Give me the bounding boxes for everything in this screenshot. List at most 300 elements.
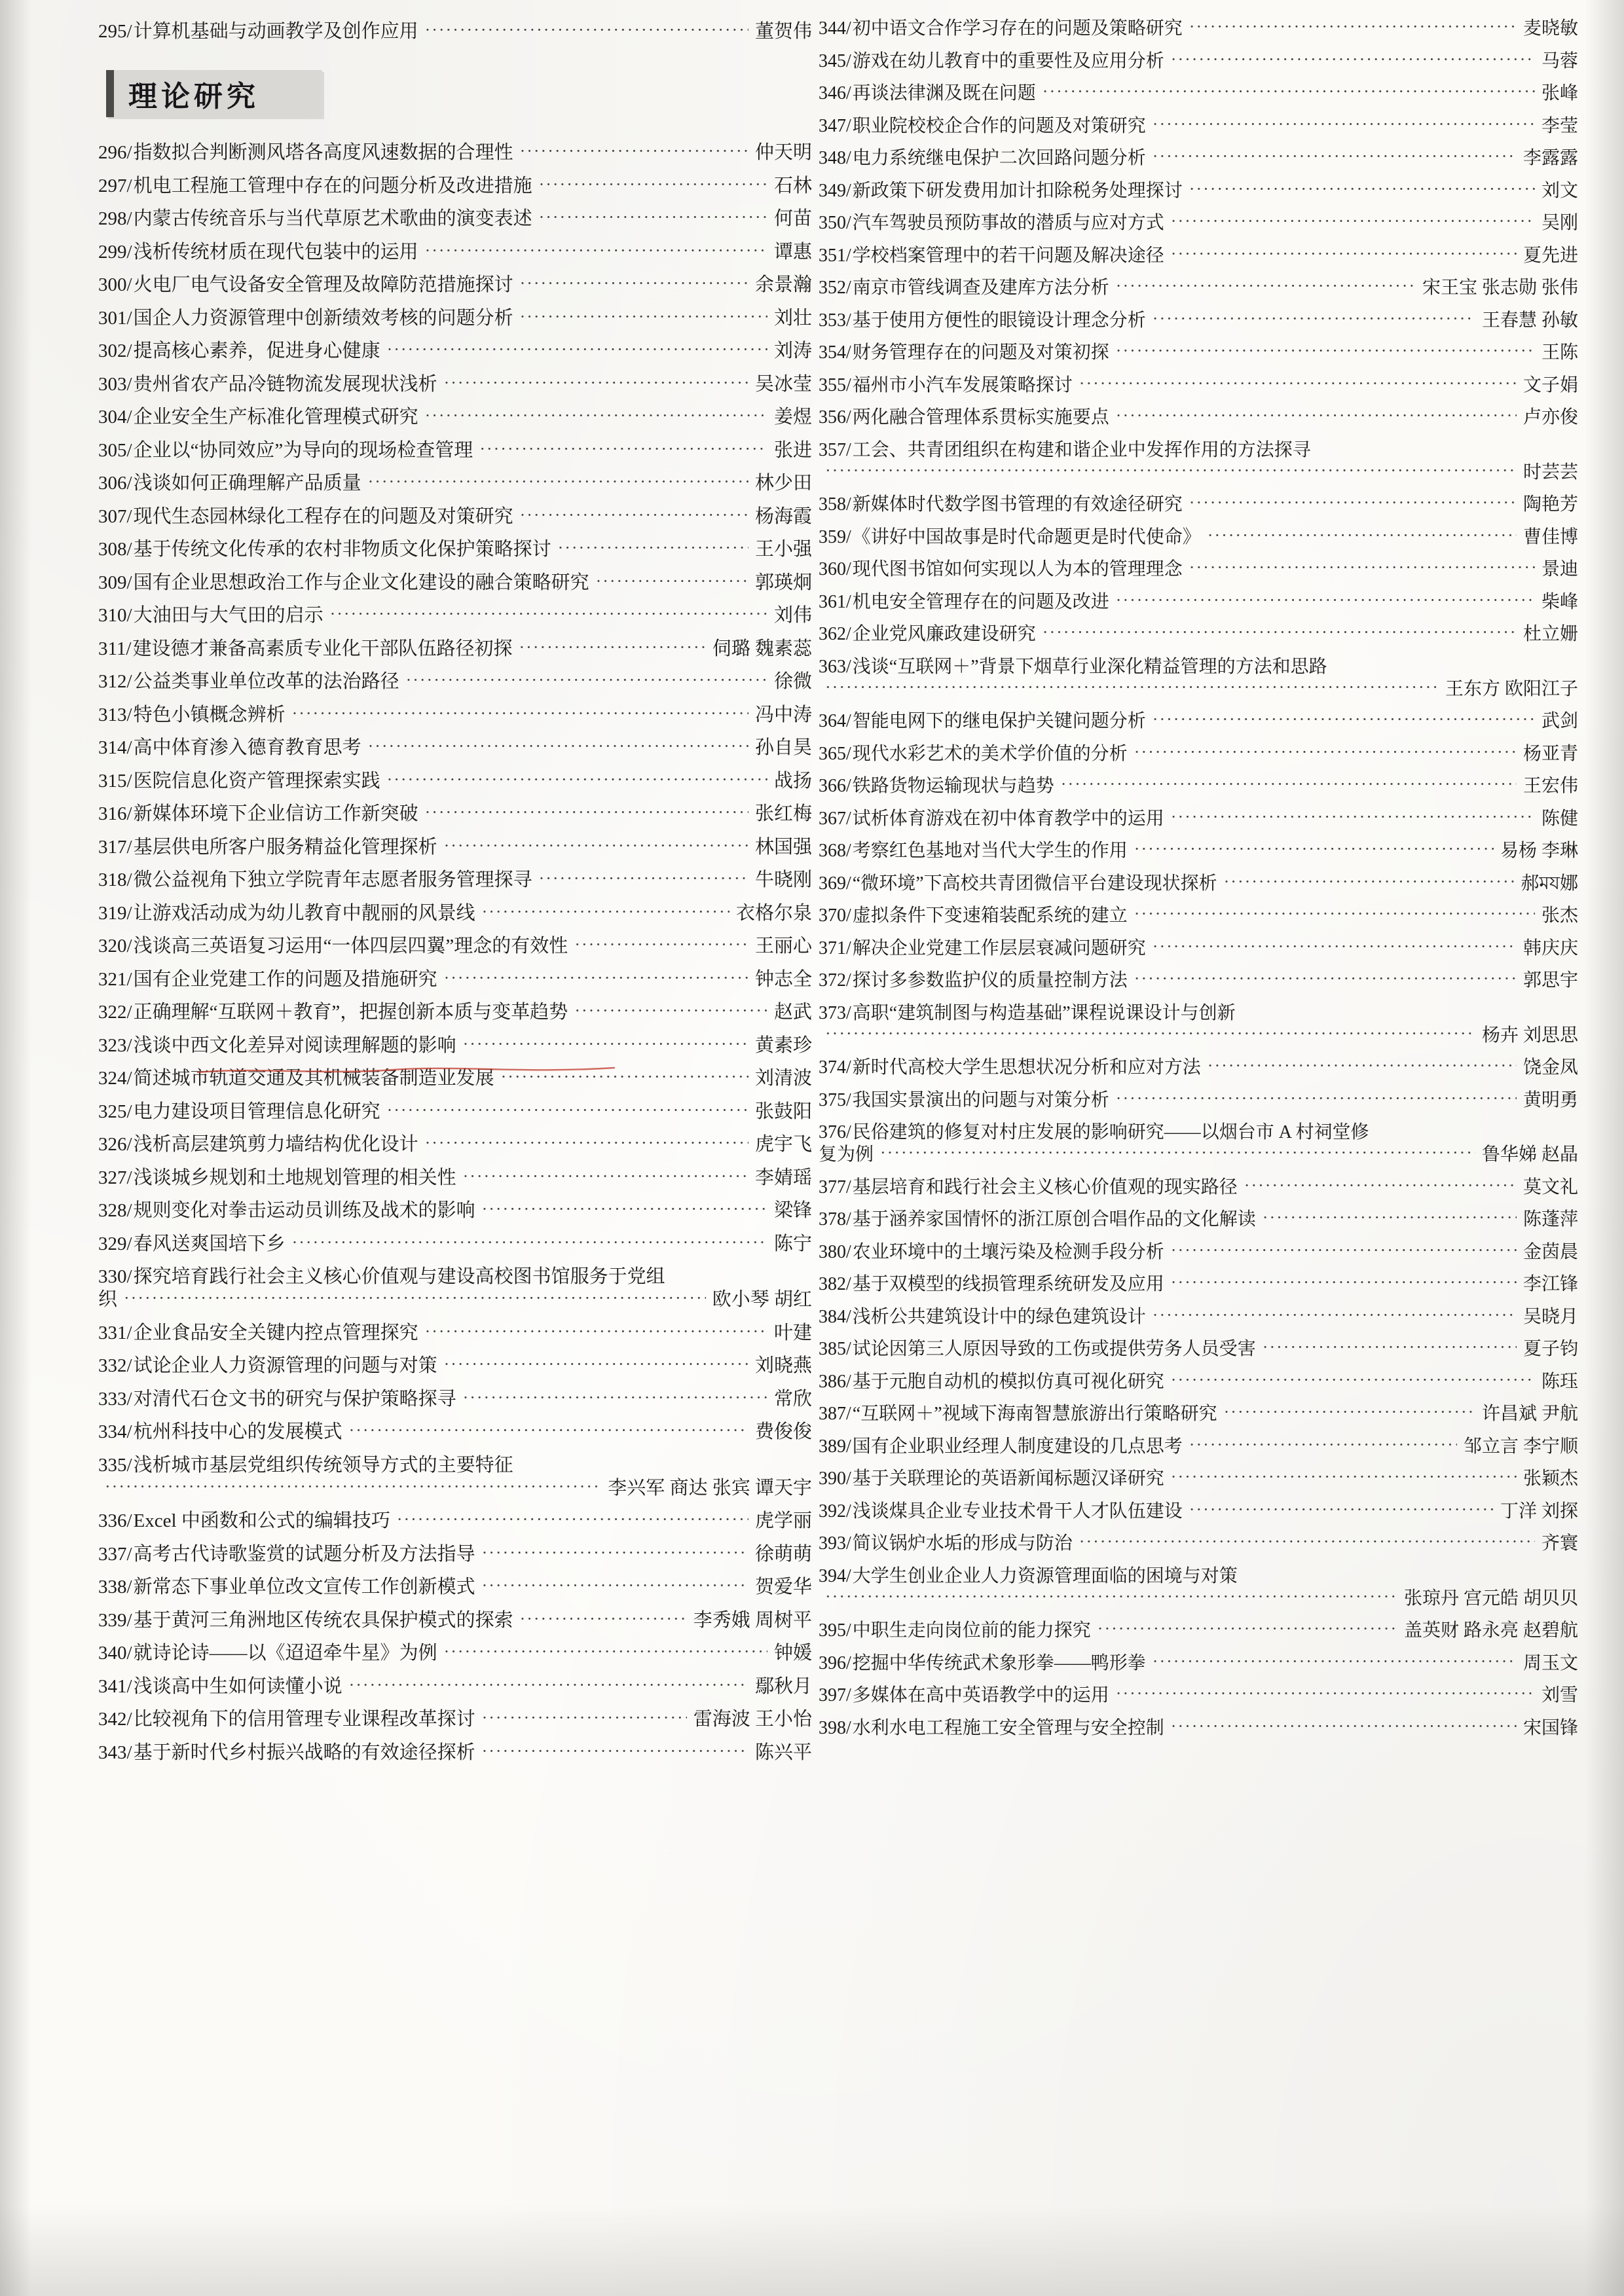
leader-dots xyxy=(482,903,729,920)
list-item[interactable] xyxy=(819,712,1578,731)
entry-author: 宋国锋 xyxy=(1522,1717,1578,1738)
entry-title: Excel 中函数和公式的编辑技巧 xyxy=(133,1510,390,1531)
list-item[interactable] xyxy=(98,177,812,196)
list-item[interactable] xyxy=(819,560,1578,579)
list-item[interactable] xyxy=(98,1169,812,1188)
entry-page-number: 302/ xyxy=(98,340,132,361)
entry-page-number: 324/ xyxy=(98,1068,132,1089)
list-item[interactable] xyxy=(819,344,1578,362)
leader-dots xyxy=(387,1102,748,1119)
entry-page-number: 297/ xyxy=(98,175,132,196)
entry-title: 基于使用方便性的眼镜设计理念分析 xyxy=(852,310,1146,331)
leader-dots xyxy=(880,1144,1475,1161)
leader-dots xyxy=(425,22,748,39)
entry-page-number: 348/ xyxy=(819,148,851,168)
section-banner-label: 理论研究 xyxy=(128,81,259,113)
leader-dots xyxy=(425,407,767,424)
leader-dots xyxy=(519,639,706,656)
entry-title: 机电工程施工管理中存在的问题分析及改进措施 xyxy=(133,175,532,196)
entry-title: 高职“建筑制图与构造基础”课程说课设计与创新 xyxy=(852,1002,1236,1023)
entry-author: 黄明勇 xyxy=(1522,1089,1578,1110)
entry-title: 虚拟条件下变速箱装配系统的建立 xyxy=(852,905,1128,926)
leader-dots xyxy=(1134,970,1517,987)
leader-dots xyxy=(368,473,748,490)
list-item[interactable] xyxy=(819,20,1578,38)
entry-title: 新常态下事业单位改文宣传工作创新模式 xyxy=(133,1576,475,1597)
list-item[interactable] xyxy=(819,1373,1578,1391)
list-item[interactable] xyxy=(98,574,812,592)
entry-title: 浅析公共建筑设计中的绿色建筑设计 xyxy=(852,1306,1146,1327)
entry-title: 简述城市轨道交通及其机械装备制造业发展 xyxy=(133,1068,494,1089)
list-item[interactable] xyxy=(819,1178,1578,1197)
entry-author: 仲天明 xyxy=(754,142,812,163)
leader-dots xyxy=(520,143,748,160)
list-item[interactable] xyxy=(819,1622,1578,1640)
entry-page-number: 354/ xyxy=(819,342,851,363)
entry-page-number: 368/ xyxy=(819,841,851,861)
list-item[interactable] xyxy=(98,672,812,691)
entry-title: 工会、共青团组织在构建和谐企业中发挥作用的方法探寻 xyxy=(852,439,1311,460)
entry-title: 企业食品安全关键内控点管理探究 xyxy=(133,1322,418,1343)
entry-page-number: 358/ xyxy=(819,494,851,515)
leader-dots xyxy=(539,176,767,193)
list-item[interactable] xyxy=(98,937,812,956)
entry-author: 梁锋 xyxy=(773,1200,812,1221)
list-item[interactable] xyxy=(98,738,812,757)
entry-title: 让游戏活动成为幼儿教育中靓丽的风景线 xyxy=(133,902,475,924)
list-item[interactable] xyxy=(819,312,1578,330)
entry-author: 林少田 xyxy=(754,473,812,494)
leader-dots xyxy=(1263,1209,1517,1226)
list-item[interactable] xyxy=(819,496,1578,514)
list-item[interactable] xyxy=(98,772,812,791)
list-item[interactable] xyxy=(98,276,812,295)
entry-page-number: 398/ xyxy=(819,1717,851,1738)
entry-page-number: 334/ xyxy=(98,1421,132,1442)
list-item[interactable] xyxy=(819,1004,1578,1023)
entry-title: 企业以“协同效应”为导向的现场检查管理 xyxy=(133,439,473,461)
list-item[interactable] xyxy=(98,1357,812,1376)
leader-dots xyxy=(482,1709,687,1726)
leader-dots xyxy=(482,1743,748,1760)
entry-author: 余景瀚 xyxy=(754,274,812,295)
list-item[interactable] xyxy=(819,1535,1578,1553)
list-item[interactable] xyxy=(98,210,812,228)
entry-author: 杨亚青 xyxy=(1522,743,1578,764)
list-item[interactable] xyxy=(98,1611,812,1630)
leader-dots xyxy=(444,1643,767,1660)
entry-page-number: 336/ xyxy=(98,1510,132,1531)
leader-dots xyxy=(1061,776,1517,793)
entry-author: 麦晓敏 xyxy=(1522,18,1578,39)
leader-dots xyxy=(1043,83,1535,100)
list-item[interactable] xyxy=(98,474,812,493)
list-item[interactable] xyxy=(98,1710,812,1729)
entry-page-number: 372/ xyxy=(819,970,851,991)
list-item[interactable] xyxy=(98,606,812,625)
entry-author: 郭瑛炯 xyxy=(754,572,812,593)
entry-title: 企业安全生产标准化管理模式研究 xyxy=(133,407,418,428)
entry-page-number: 373/ xyxy=(819,1002,851,1023)
entry-title: 就诗论诗——以《迢迢牵牛星》为例 xyxy=(133,1643,437,1664)
entry-title-continuation: 复为例 xyxy=(819,1144,874,1165)
list-item[interactable] xyxy=(819,1567,1578,1586)
entry-page-number: 337/ xyxy=(98,1543,132,1565)
list-item[interactable] xyxy=(98,22,812,41)
entry-page-number: 298/ xyxy=(98,208,132,229)
entry-author: 杨海霞 xyxy=(754,505,812,527)
entry-page-number: 394/ xyxy=(819,1565,851,1586)
entry-author: 钟志全 xyxy=(754,968,812,990)
leader-dots xyxy=(1098,1620,1397,1637)
entry-page-number: 318/ xyxy=(98,869,132,890)
list-item[interactable] xyxy=(98,871,812,890)
entry-author: 卢亦俊 xyxy=(1522,407,1578,428)
entry-author: 陈珏 xyxy=(1541,1371,1578,1392)
list-item[interactable] xyxy=(98,1743,812,1762)
entry-title: 初中语文合作学习存在的问题及策略研究 xyxy=(852,18,1183,39)
entry-author: 张琼丹 宫元皓 胡贝贝 xyxy=(1403,1588,1578,1609)
entry-title: 财务管理存在的问题及对策初探 xyxy=(852,342,1109,363)
leader-dots xyxy=(124,1290,706,1307)
entry-page-number: 367/ xyxy=(819,808,851,829)
entry-author: 刘雪 xyxy=(1541,1685,1578,1705)
entry-title: 火电厂电气设备安全管理及故障防范措施探讨 xyxy=(133,274,513,295)
entry-title: 解决企业党建工作层层衰减问题研究 xyxy=(852,938,1146,958)
leader-dots xyxy=(292,1234,767,1251)
list-item[interactable] xyxy=(819,279,1578,297)
toc-right-column xyxy=(819,20,1578,1751)
list-item[interactable] xyxy=(819,1405,1578,1423)
list-item[interactable] xyxy=(98,904,812,923)
entry-author: 鄢秋月 xyxy=(754,1675,812,1697)
list-item[interactable] xyxy=(819,875,1578,893)
list-item-continuation xyxy=(819,1027,1578,1045)
entry-author: 许昌斌 尹航 xyxy=(1481,1404,1578,1424)
entry-title: 贵州省农产品冷链物流发展现状浅析 xyxy=(133,373,437,395)
entry-author: 盖英财 路永亮 赵碧航 xyxy=(1403,1620,1578,1641)
leader-dots xyxy=(1079,375,1517,392)
leader-dots xyxy=(1134,905,1535,922)
entry-author: 常欣 xyxy=(773,1388,812,1410)
entry-title: 基于传统文化传承的农村非物质文化保护策略探讨 xyxy=(133,539,551,560)
entry-page-number: 374/ xyxy=(819,1057,851,1078)
entry-author: 刘晓燕 xyxy=(754,1355,812,1376)
list-item[interactable] xyxy=(819,247,1578,265)
leader-dots xyxy=(368,738,748,755)
list-item[interactable] xyxy=(819,441,1578,460)
entry-title: 国有企业党建工作的问题及措施研究 xyxy=(133,968,437,990)
leader-dots xyxy=(825,1025,1475,1042)
list-item[interactable] xyxy=(98,1644,812,1663)
entry-title: 浅谈中西文化差异对阅读理解题的影响 xyxy=(133,1034,456,1056)
list-item[interactable] xyxy=(98,706,812,725)
list-item[interactable] xyxy=(819,1470,1578,1488)
list-item-continuation xyxy=(819,464,1578,482)
list-item[interactable] xyxy=(98,970,812,989)
entry-author: 战扬 xyxy=(773,770,812,792)
entry-title: 水利水电工程施工安全管理与安全控制 xyxy=(852,1717,1164,1738)
leader-dots xyxy=(1153,938,1517,955)
list-item[interactable] xyxy=(819,1340,1578,1358)
list-item[interactable] xyxy=(819,1503,1578,1521)
entry-author: 赵武 xyxy=(773,1002,812,1023)
entry-title: 新媒体环境下企业信访工作新突破 xyxy=(133,803,418,824)
entry-title: 指数拟合判断测风塔各高度风速数据的合理性 xyxy=(133,142,513,163)
leader-dots xyxy=(1189,559,1535,576)
list-item[interactable] xyxy=(819,117,1578,136)
leader-dots xyxy=(1153,116,1535,133)
entry-title: 微公益视角下独立学院青年志愿者服务管理探寻 xyxy=(133,869,532,890)
entry-author: 鲁华娣 赵晶 xyxy=(1481,1144,1578,1165)
list-item[interactable] xyxy=(98,143,812,162)
list-item[interactable] xyxy=(98,1512,812,1531)
entry-author: 李莹 xyxy=(1541,115,1578,136)
list-item[interactable] xyxy=(819,1243,1578,1262)
list-item-continuation xyxy=(98,1479,812,1498)
list-item[interactable] xyxy=(819,593,1578,611)
entry-author: 柴峰 xyxy=(1541,591,1578,612)
list-item[interactable] xyxy=(98,1677,812,1696)
entry-author: 徐萌萌 xyxy=(754,1543,812,1565)
list-item[interactable] xyxy=(819,658,1578,676)
list-item[interactable] xyxy=(98,1201,812,1220)
entry-author: 张颖杰 xyxy=(1522,1468,1578,1489)
entry-page-number: 371/ xyxy=(819,938,851,958)
list-item[interactable] xyxy=(98,838,812,857)
list-item[interactable] xyxy=(819,84,1578,103)
list-item[interactable] xyxy=(819,939,1578,958)
entry-title: 福州市小汽车发展策略探讨 xyxy=(852,374,1073,395)
entry-page-number: 375/ xyxy=(819,1089,851,1110)
entry-page-number: 344/ xyxy=(819,18,851,39)
entry-title: 公益类事业单位改革的法治路径 xyxy=(133,671,399,692)
entry-author: 冯中涛 xyxy=(754,704,812,725)
entry-page-number: 309/ xyxy=(98,572,132,593)
entry-title: 电力建设项目管理信息化研究 xyxy=(133,1101,380,1122)
entry-page-number: 366/ xyxy=(819,776,851,796)
entry-page-number: 333/ xyxy=(98,1388,132,1410)
list-item[interactable] xyxy=(819,1211,1578,1229)
entry-title: 我国实景演出的问题与对策分析 xyxy=(852,1089,1109,1110)
list-item[interactable] xyxy=(819,1091,1578,1110)
list-item[interactable] xyxy=(98,1102,812,1121)
entry-page-number: 362/ xyxy=(819,624,851,644)
entry-title: 正确理解“互联网＋教育”，把握创新本质与变革趋势 xyxy=(133,1002,568,1023)
entry-page-number: 322/ xyxy=(98,1002,132,1023)
entry-page-number: 295/ xyxy=(98,21,132,42)
entry-page-number: 361/ xyxy=(819,591,851,612)
list-item[interactable] xyxy=(98,309,812,328)
entry-author: 杨卉 刘思思 xyxy=(1481,1025,1578,1046)
entry-author: 董贺伟 xyxy=(754,21,812,42)
entry-page-number: 299/ xyxy=(98,241,132,263)
entry-page-number: 312/ xyxy=(98,671,132,692)
entry-page-number: 311/ xyxy=(98,638,132,659)
list-item[interactable] xyxy=(98,507,812,526)
entry-title: 对清代石仓文书的研究与保护策略探寻 xyxy=(133,1388,456,1410)
list-item[interactable] xyxy=(819,528,1578,547)
list-item[interactable] xyxy=(819,1059,1578,1077)
entry-author: 莫文礼 xyxy=(1522,1176,1578,1197)
list-item[interactable] xyxy=(98,1456,812,1475)
leader-dots xyxy=(1189,1501,1494,1518)
leader-dots xyxy=(1171,1372,1535,1389)
list-item[interactable] xyxy=(819,149,1578,168)
leader-dots xyxy=(1153,1307,1517,1324)
entry-title: 试论因第三人原因导致的工伤或提供劳务人员受害 xyxy=(852,1339,1256,1359)
leader-dots xyxy=(596,573,748,590)
list-item[interactable] xyxy=(819,1275,1578,1294)
entry-author: 王小强 xyxy=(754,539,812,560)
entry-page-number: 364/ xyxy=(819,711,851,731)
list-item[interactable] xyxy=(98,1545,812,1564)
list-item[interactable] xyxy=(819,1438,1578,1456)
list-item[interactable] xyxy=(819,409,1578,427)
entry-page-number: 377/ xyxy=(819,1176,851,1197)
list-item[interactable] xyxy=(819,842,1578,860)
leader-dots xyxy=(1189,181,1535,198)
list-item[interactable] xyxy=(819,214,1578,232)
leader-dots xyxy=(1116,407,1517,424)
entry-page-number: 352/ xyxy=(819,278,851,298)
entry-page-number: 365/ xyxy=(819,743,851,764)
leader-dots xyxy=(463,1168,748,1185)
entry-page-number: 355/ xyxy=(819,374,851,395)
list-item[interactable] xyxy=(98,375,812,394)
entry-page-number: 303/ xyxy=(98,373,132,395)
list-item[interactable] xyxy=(98,1390,812,1409)
list-item[interactable] xyxy=(819,810,1578,828)
leader-dots xyxy=(292,705,748,722)
entry-title: 学校档案管理中的若干问题及解决途径 xyxy=(852,245,1164,266)
entry-author: 雷海波 王小怡 xyxy=(693,1709,812,1730)
entry-title: 基于双模型的线损管理系统研发及应用 xyxy=(852,1274,1164,1294)
entry-title: 规则变化对拳击运动员训练及战术的影响 xyxy=(133,1200,475,1221)
entry-author: 齐寰 xyxy=(1541,1533,1578,1554)
leader-dots xyxy=(349,1677,748,1694)
entry-title: 简议锅炉水垢的形成与防治 xyxy=(852,1533,1073,1554)
entry-title: 浅谈高中生如何读懂小说 xyxy=(133,1675,342,1697)
entry-author: 虎宇飞 xyxy=(754,1134,812,1155)
entry-title: 基于元胞自动机的模拟仿真可视化研究 xyxy=(852,1371,1164,1392)
list-item[interactable] xyxy=(819,1719,1578,1738)
list-item[interactable] xyxy=(819,182,1578,200)
list-item[interactable] xyxy=(819,907,1578,925)
entry-title: 试析体育游戏在初中体育教学中的运用 xyxy=(852,808,1164,829)
list-item[interactable] xyxy=(819,376,1578,395)
list-item[interactable] xyxy=(98,1423,812,1442)
entry-author: 刘涛 xyxy=(773,340,812,361)
list-item[interactable] xyxy=(98,342,812,361)
entry-author: 夏子钧 xyxy=(1522,1339,1578,1359)
entry-title: 浅析传统材质在现代包装中的运用 xyxy=(133,241,418,263)
list-item[interactable] xyxy=(98,1135,812,1154)
entry-author: 林国强 xyxy=(754,836,812,858)
entry-page-number: 305/ xyxy=(98,439,132,461)
list-item[interactable] xyxy=(98,640,812,659)
entry-author: 郝ময娜 xyxy=(1521,873,1578,894)
entry-page-number: 385/ xyxy=(819,1339,851,1359)
list-item[interactable] xyxy=(819,1686,1578,1705)
entry-title: 基层供电所客户服务精益化管理探析 xyxy=(133,836,437,858)
list-item[interactable] xyxy=(98,1235,812,1254)
leader-dots xyxy=(397,1511,748,1528)
list-item[interactable] xyxy=(98,805,812,824)
list-item[interactable] xyxy=(98,1003,812,1022)
list-item[interactable] xyxy=(98,243,812,262)
entry-author: 李露露 xyxy=(1522,148,1578,168)
leader-dots xyxy=(463,1389,767,1406)
leader-dots xyxy=(425,242,767,259)
leader-dots xyxy=(387,341,767,358)
entry-page-number: 308/ xyxy=(98,539,132,560)
entry-author: 刘文 xyxy=(1541,180,1578,201)
list-item[interactable] xyxy=(98,1069,812,1088)
leader-dots xyxy=(539,870,748,887)
leader-dots xyxy=(1244,1177,1517,1194)
leader-dots xyxy=(1171,1274,1517,1291)
list-item-continuation xyxy=(819,1146,1578,1164)
list-item[interactable] xyxy=(98,441,812,460)
entry-author: 邹立言 李宁顺 xyxy=(1463,1436,1578,1457)
list-item[interactable] xyxy=(819,972,1578,990)
list-item[interactable] xyxy=(98,1578,812,1597)
leader-dots xyxy=(1189,18,1517,35)
entry-author: 丁洋 刘探 xyxy=(1500,1501,1578,1522)
entry-author: 贺爱华 xyxy=(754,1576,812,1597)
leader-dots xyxy=(425,1135,748,1152)
entry-page-number: 310/ xyxy=(98,605,132,626)
leader-dots xyxy=(1043,624,1517,641)
entry-page-number: 306/ xyxy=(98,473,132,494)
entry-page-number: 353/ xyxy=(819,310,851,331)
list-item[interactable] xyxy=(819,625,1578,644)
entry-author: 金茵晨 xyxy=(1522,1241,1578,1262)
entry-author: 欧小琴 胡红 xyxy=(712,1289,812,1310)
entry-author: 李兴军 商达 张宾 谭天宇 xyxy=(608,1477,812,1499)
list-item[interactable] xyxy=(98,1036,812,1055)
entry-title: 基于涵养家国情怀的浙江原创合唱作品的文化解读 xyxy=(852,1209,1256,1230)
entry-page-number: 346/ xyxy=(819,83,851,103)
leader-dots xyxy=(1263,1339,1517,1356)
leader-dots xyxy=(406,672,767,689)
leader-dots xyxy=(425,804,748,821)
list-item[interactable] xyxy=(819,745,1578,763)
entry-author: 景迪 xyxy=(1541,559,1578,579)
list-item[interactable] xyxy=(819,1654,1578,1673)
list-item[interactable] xyxy=(819,1308,1578,1326)
entry-title: 机电安全管理存在的问题及改进 xyxy=(852,591,1109,612)
leader-dots xyxy=(479,441,767,458)
list-item[interactable] xyxy=(819,777,1578,795)
list-item[interactable] xyxy=(98,1324,812,1343)
leader-dots xyxy=(349,1422,748,1439)
list-item[interactable] xyxy=(819,1123,1578,1142)
entry-title: 汽车驾驶员预防事故的潜质与应对方式 xyxy=(852,213,1164,233)
entry-page-number: 395/ xyxy=(819,1620,851,1641)
entry-title: 《讲好中国故事是时代命题更是时代使命》 xyxy=(852,526,1201,547)
entry-author: 饶金凤 xyxy=(1522,1057,1578,1078)
entry-author: 文子娟 xyxy=(1522,374,1578,395)
list-item[interactable] xyxy=(819,52,1578,71)
entry-author: 刘清波 xyxy=(754,1068,812,1089)
list-item[interactable] xyxy=(98,408,812,427)
entry-author: 武剑 xyxy=(1541,711,1578,731)
list-item[interactable] xyxy=(98,540,812,559)
list-item[interactable] xyxy=(98,1267,812,1286)
entry-page-number: 351/ xyxy=(819,245,851,266)
